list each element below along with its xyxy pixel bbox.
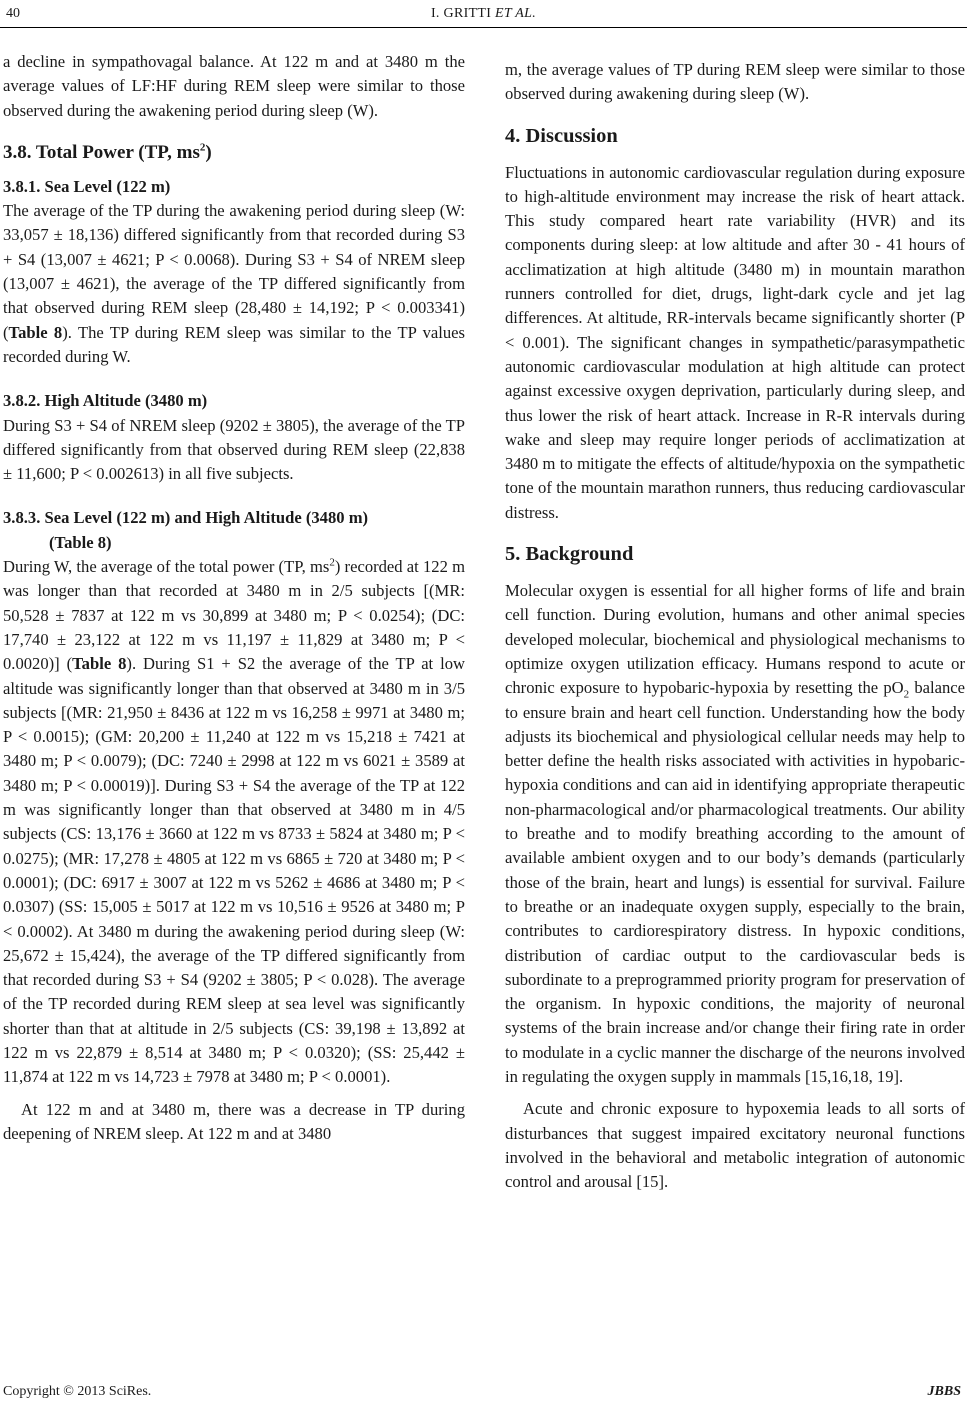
page-header: [0, 0, 967, 30]
section-3-8-heading-text: 3.8. Total Power (TP, ms: [3, 141, 200, 163]
paragraph-intro: a decline in sympathovagal balance. At 122 m and at 3480 m the average values of LF:HF during REM sleep were similar to those observed during the awakening period during sleep (W).: [3, 52, 465, 120]
right-column: [505, 58, 965, 1194]
paragraph-discussion: Fluctuations in autonomic cardiovascular regulation during exposure to high-altitude environment may increase the risk of heart attack. This study compared heart rate variability (HVR) and its components during sleep: at low altitude and after 30 - 41 hours of acclimatization at high altitude (3480 m) in mountain marathon runners controlled for diet, drugs, light-dark cycle and jet lag differences. At altitude, RR-intervals became significantly shorter (P < 0.001). The significant changes in sympathetic/parasympathetic autonomic cardiovascular modulation at high altitude can protect against excessive oxygen deprivation, particularly during sleep, and thus lower the risk of heart attack. Increase in R-R intervals during wake and sleep may require longer periods of acclimatization at 3480 m to mitigate the effects of altitude/hypoxia on the sympathetic tone of the mountain marathon runners, thus reducing cardiovascular distress.: [505, 162, 965, 522]
copyright: Copyright © 2013 SciRes.: [3, 1384, 152, 1399]
section-3-8-2-heading: 3.8.2. High Altitude (3480 m): [3, 391, 208, 411]
spacer: [3, 486, 465, 506]
paragraph-background-text-2: balance to ensure brain and heart cell function. Understanding how the body adjusts its biochemical and physiological cellular needs may help to better define the health risks associated with activities in hypobaric-hypoxia conditions and can aid in identifying appropriate therapeutic non-pharmacological and/or pharmacological treatments. Our ability to breathe and to modify breathing according to the amount of available ambient oxygen and to our body’s demands (particularly those of the brain, heart and lungs) is essential for survival. Failure to breathe or an inadequate oxygen supply, especially to the brain, contributes to cardiorespiratory distress. In hypoxic conditions, distribution of cardiac output to the cardiovascular beds is subordinate to a preprogrammed priority program for preservation of the organism. In hypoxic conditions, the majority of neuronal systems of the brain increase and/or change their firing rate in order to modulate in a cyclic manner the discharge of the neurons involved in regulating the oxygen supply in mammals [15,16,18, 19].: [505, 678, 965, 1086]
paragraph-continued: m, the average values of TP during REM sleep were similar to those observed during awakening during sleep (W).: [505, 60, 965, 104]
table-8-ref: Table 8: [8, 322, 63, 342]
section-3-8-heading-close: ): [205, 141, 212, 163]
section-3-8-heading: [3, 141, 465, 165]
paragraph-3-8-1-text: The average of the TP during the awakening period during sleep (W: 33,057 ± 18,136) differed significantly from that recorded during S3 + S4 (13,007 ± 4621; P < 0.0068). During S3 + S4 of NREM sleep (13,007 ± 4621), the average of the TP differed significantly from that observed during REM sleep (28,480 ± 14,192; P < 0.003341) (: [3, 201, 465, 342]
left-column: [3, 50, 465, 1146]
paragraph-3-8-3-text: During W, the average of the total power (TP, ms: [3, 557, 330, 577]
page-footer: [0, 1384, 967, 1408]
paragraph-background-sub: 2: [903, 688, 910, 701]
section-3-8-3-heading-line2: (Table 8): [49, 532, 112, 552]
running-head-etal: ET AL.: [495, 6, 537, 21]
paragraph-3-8-2: During S3 + S4 of NREM sleep (9202 ± 3805), the average of the TP differed significantly from that observed during REM sleep (22,838 ± 11,600; P < 0.002613) in all five subjects.: [3, 415, 465, 484]
paragraph-3-8-3-sup: 2: [329, 556, 335, 569]
section-3-8-1-heading: 3.8.1. Sea Level (122 m): [3, 176, 171, 196]
paragraph-3-8-3: [3, 555, 465, 1090]
paragraph-3-8-1-text-end: ). The TP during REM sleep was similar to the TP values recorded during W.: [3, 322, 465, 366]
paragraph-3-8-1: [3, 199, 465, 369]
paragraph-3-8-3-text-3: ). During S1 + S2 the average of the TP at low altitude was significantly longer than that observed at 3480 m in 3/5 subjects [(MR: 21,950 ± 8436 at 122 m vs 16,258 ± 9971 at 3480 m; P < 0.0015); (GM: 20,200 ± 11,240 at 122 m vs 15,218 ± 7421 at 3480 m; P < 0.0079); (DC: 7240 ± 2998 at 122 m vs 6021 ± 3589 at 3480 m; P < 0.00019)]. During S3 + S4 the average of the TP at 122 m was significantly longer than that observed at 3480 m in 4/5 subjects (CS: 13,176 ± 3660 at 122 m vs 8733 ± 5824 at 3480 m; P < 0.0275); (MR: 17,278 ± 4805 at 122 m vs 6865 ± 720 at 3480 m; P < 0.0001); (DC: 6917 ± 3007 at 122 m vs 5262 ± 4686 at 3480 m; P < 0.0307) (SS: 15,005 ± 5017 at 122 m vs 10,516 ± 9526 at 3480 m; P < 0.0002). At 3480 m during the awakening period during sleep (W: 25,672 ± 15,424), the average of the TP differed significantly from that recorded during S3 + S4 (9202 ± 3805; P < 0.028). The average of the TP recorded during REM sleep at sea level was significantly shorter than that at altitude in 2/5 subjects (CS: 39,198 ± 13,892 at 122 m vs 22,879 ± 8,514 at 3480 m; P < 0.0320); (SS: 25,442 ± 11,874 at 122 m vs 14,723 ± 7978 at 3480 m; P < 0.0001).: [3, 654, 465, 1087]
paragraph-3-8-3-text-2: ) recorded at 122 m was longer than that recorded at 3480 m in 2/5 subjects [(MR: 50,528 ± 7837 at 122 m vs 30,899 at 3480 m; P < 0.0254); (DC: 17,740 ± 23,122 at 122 m vs 11,197 ± 11,829 at 3480 m; P < 0.0020)] (: [3, 557, 465, 674]
paragraph-background-2: Acute and chronic exposure to hypoxemia leads to all sorts of disturbances that suggest impaired excitatory neuronal functions involved in the behavioral and metabolic integration of autonomic control and arousal [15].: [505, 1099, 965, 1192]
header-rule: [0, 27, 967, 28]
running-head-author: I. GRITTI: [430, 6, 492, 21]
section-3-8-3-heading-line1: 3.8.3. Sea Level (122 m) and High Altitude (3480 m): [3, 508, 369, 528]
page-number: 40: [6, 6, 20, 21]
section-3-8-3-heading: [3, 506, 465, 555]
spacer: [505, 1089, 965, 1097]
running-head: [0, 6, 967, 22]
paragraph-final-left: At 122 m and at 3480 m, there was a decrease in TP during deepening of NREM sleep. At 122 m and at 3480: [3, 1099, 465, 1143]
section-5-heading: 5. Background: [505, 543, 634, 566]
paragraph-background: [505, 579, 965, 1089]
table-8-ref-2: Table 8: [72, 654, 127, 674]
spacer: [3, 369, 465, 389]
section-4-heading: 4. Discussion: [505, 124, 618, 147]
section-3-8-heading-sup: 2: [199, 141, 206, 154]
spacer: [3, 1090, 465, 1098]
paragraph-background-text: Molecular oxygen is essential for all higher forms of life and brain cell function. During evolution, humans and other animal species developed molecular, biochemical and physiological mechanisms to optimize oxygen utilization efficacy. Humans respond to acute or chronic exposure to hypobaric-hypoxia by resetting the pO: [505, 581, 965, 698]
journal-abbrev: JBBS: [927, 1384, 961, 1399]
